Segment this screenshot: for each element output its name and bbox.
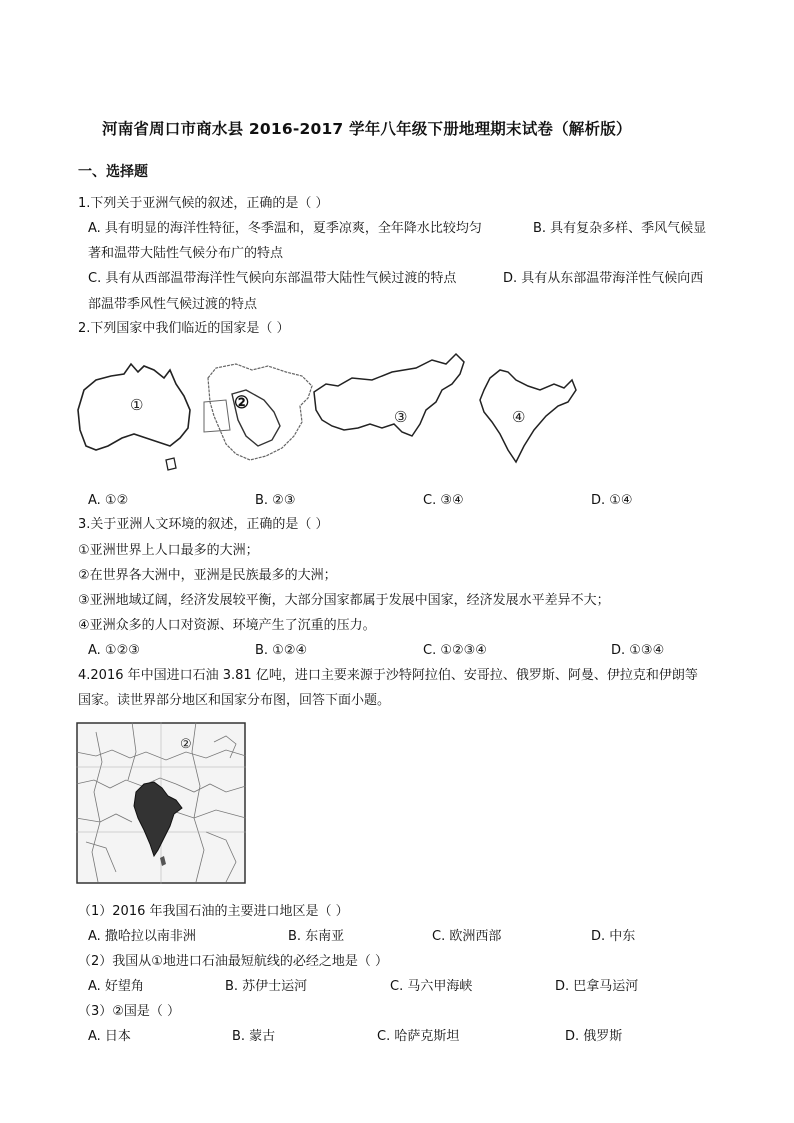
- question-2-option-b[interactable]: B. ②③: [255, 493, 296, 508]
- question-4-sub-3-option-c[interactable]: C. 哈萨克斯坦: [377, 1029, 460, 1044]
- question-4-sub-2-option-c[interactable]: C. 马六甲海峡: [390, 979, 473, 994]
- question-4-sub-2-stem: （2）我国从①地进口石油最短航线的必经之地是（ ）: [78, 954, 389, 969]
- map-india: [480, 370, 576, 462]
- question-4-sub-1-stem: （1）2016 年我国石油的主要进口地区是（ ）: [78, 904, 349, 919]
- question-2-option-d[interactable]: D. ①④: [591, 493, 633, 508]
- question-3-stem: 3.关于亚洲人文环境的叙述，正确的是（ ）: [78, 517, 329, 532]
- map-russia: [314, 354, 464, 436]
- map-label-4: ④: [512, 408, 526, 426]
- question-3-option-d[interactable]: D. ①③④: [611, 643, 665, 658]
- question-1-option-b[interactable]: B. 具有复杂多样、季风气候显: [533, 221, 707, 236]
- question-1-stem: 1.下列关于亚洲气候的叙述，正确的是（ ）: [78, 196, 329, 211]
- map-label-2: ②: [234, 393, 250, 413]
- question-1-option-d-cont: 部温带季风性气候过渡的特点: [88, 297, 258, 312]
- question-4-sub-3-option-a[interactable]: A. 日本: [88, 1029, 131, 1044]
- question-3-item-1: ①亚洲世界上人口最多的大洲；: [78, 543, 259, 558]
- question-2-stem: 2.下列国家中我们临近的国家是（ ）: [78, 321, 290, 336]
- question-3-option-b[interactable]: B. ①②④: [255, 643, 308, 658]
- question-3-item-2: ②在世界各大洲中，亚洲是民族最多的大洲；: [78, 568, 337, 583]
- question-3-item-4: ④亚洲众多的人口对资源、环境产生了沉重的压力。: [78, 618, 376, 633]
- question-4-stem-line1: 4.2016 年中国进口石油 3.81 亿吨，进口主要来源于沙特阿拉伯、安哥拉、俄罗斯、阿曼、伊拉克和伊朗等: [78, 668, 698, 683]
- country-maps-figure: [76, 350, 580, 480]
- question-4-sub-1-option-d[interactable]: D. 中东: [591, 929, 636, 944]
- question-4-stem-line2: 国家。读世界部分地区和国家分布图，回答下面小题。: [78, 693, 391, 708]
- question-1-option-c[interactable]: C. 具有从西部温带海洋性气候向东部温带大陆性气候过渡的特点: [88, 271, 457, 286]
- question-4-sub-3-option-b[interactable]: B. 蒙古: [232, 1029, 276, 1044]
- page-title: 河南省周口市商水县 2016-2017 学年八年级下册地理期末试卷（解析版）: [102, 120, 632, 138]
- question-1-option-a[interactable]: A. 具有明显的海洋性特征，冬季温和，夏季凉爽，全年降水比较均匀: [88, 221, 482, 236]
- map-label-2-small: ②: [180, 737, 192, 752]
- question-2-option-a[interactable]: A. ①②: [88, 493, 129, 508]
- question-1-option-b-cont: 著和温带大陆性气候分布广的特点: [88, 246, 284, 261]
- question-3-item-3: ③亚洲地域辽阔，经济发展较平衡，大部分国家都属于发展中国家，经济发展水平差异不大；: [78, 593, 610, 608]
- question-4-sub-3-option-d[interactable]: D. 俄罗斯: [565, 1029, 623, 1044]
- south-asia-map-figure: [76, 722, 246, 884]
- question-4-sub-2-option-b[interactable]: B. 苏伊士运河: [225, 979, 308, 994]
- map-label-1: ①: [130, 396, 144, 414]
- question-3-option-c[interactable]: C. ①②③④: [423, 643, 487, 658]
- question-4-sub-2-option-a[interactable]: A. 好望角: [88, 979, 144, 994]
- map-label-3: ③: [394, 408, 408, 426]
- question-3-option-a[interactable]: A. ①②③: [88, 643, 140, 658]
- question-4-sub-2-option-d[interactable]: D. 巴拿马运河: [555, 979, 639, 994]
- section-heading: 一、选择题: [78, 164, 148, 180]
- question-4-sub-1-option-a[interactable]: A. 撒哈拉以南非洲: [88, 929, 196, 944]
- map-tasmania: [166, 458, 176, 470]
- question-1-option-d[interactable]: D. 具有从东部温带海洋性气候向西: [503, 271, 704, 286]
- question-4-sub-1-option-c[interactable]: C. 欧洲西部: [432, 929, 502, 944]
- question-2-option-c[interactable]: C. ③④: [423, 493, 464, 508]
- question-4-sub-3-stem: （3）②国是（ ）: [78, 1004, 181, 1019]
- question-4-sub-1-option-b[interactable]: B. 东南亚: [288, 929, 345, 944]
- map-africa-corner: [204, 400, 230, 432]
